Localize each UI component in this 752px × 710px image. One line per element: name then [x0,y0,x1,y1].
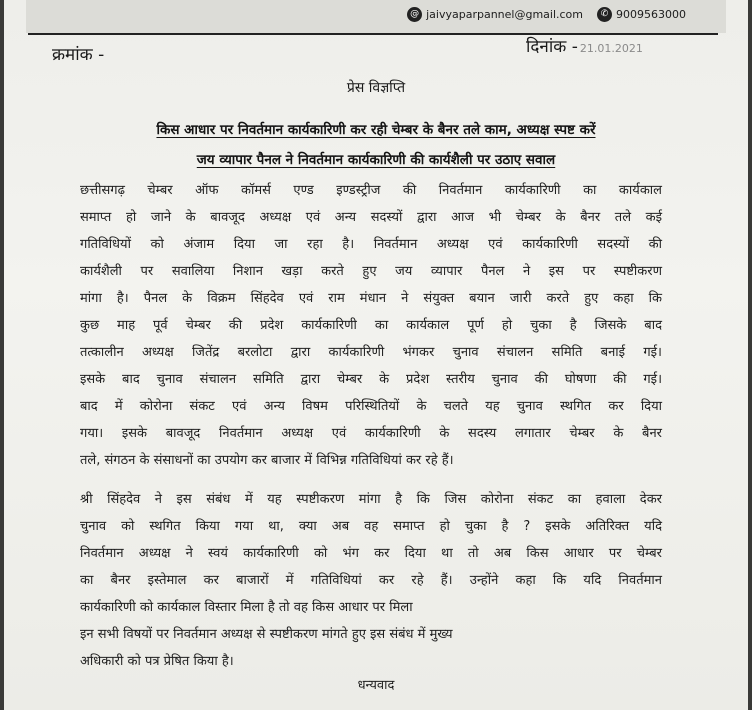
paragraph1-line: गतिविधियों को अंजाम दिया जा रहा है। निवर्तमान अध्यक्ष एवं कार्यकारिणी सदस्यों की [80,237,662,252]
paragraph1-line: कुछ माह पूर्व चेम्बर की प्रदेश कार्यकारिणी का कार्यकाल पूर्ण हो चुका है जिसके बाद [80,318,662,333]
paragraph2-line: चुनाव को स्थगित किया गया था, क्या अब वह समाप्त हो चुका है ? इसके अतिरिक्त यदि [80,519,662,534]
paragraph2-line: इन सभी विषयों पर निवर्तमान अध्यक्ष से स्पष्टीकरण मांगते हुए इस संबंध में मुख्य [80,627,453,642]
closing-thanks: धन्यवाद [357,678,395,693]
headline-line: किस आधार पर निवर्तमान कार्यकारिणी कर रही चेम्बर के बैनर तले काम, अध्यक्ष स्पष्ट करें [156,122,596,138]
paragraph1-line: तले, संगठन के संसाधनों का उपयोग कर बाजार में विभिन्न गतिविधियां कर रहे हैं। [80,453,454,468]
press-release-page [4,0,748,710]
reference-number-label: क्रमांक - [52,45,105,65]
date-label: दिनांक - [526,37,578,57]
phone-number: 9009563000 [616,7,686,21]
paragraph2-line: निवर्तमान अध्यक्ष ने स्वयं कार्यकारिणी को भंग कर दिया था तो अब किस आधार पर चेम्बर [80,546,662,561]
paragraph2-line: श्री सिंहदेव ने इस संबंध में यह स्पष्टीकरण मांगा है कि जिस कोरोना संकट का हवाला देकर [80,492,662,507]
paragraph2-line: अधिकारी को पत्र प्रेषित किया है। [80,654,234,669]
date-field [526,34,643,57]
paragraph1-line: कार्यशैली पर सवालिया निशान खड़ा करते हुए जय व्यापार पैनल ने इस पर स्पष्टीकरण [80,264,662,279]
paragraph2-line: कार्यकारिणी को कार्यकाल विस्तार मिला है तो वह किस आधार पर मिला [80,600,413,615]
email-icon: @ [407,7,422,22]
paragraph1-line: मांगा है। पैनल के विक्रम सिंहदेव एवं राम मंधान ने संयुक्त बयान जारी करते हुए कहा कि [80,291,662,306]
paragraph1-line: गया। इसके बावजूद निवर्तमान अध्यक्ष एवं कार्यकारिणी के सदस्य लगातार चेम्बर के बैनर [80,426,662,441]
date-value: 21.01.2021 [579,42,643,55]
contact-line [407,4,686,24]
paragraph1-line: इसके बाद चुनाव संचालन समिति द्वारा चेम्बर के प्रदेश स्तरीय चुनाव की घोषणा की गई। [80,372,662,387]
paragraph1-line: तत्कालीन अध्यक्ष जितेंद्र बरलोटा द्वारा कार्यकारिणी भंगकर चुनाव संचालन समिति बनाई गई। [80,345,662,360]
phone-icon: ✆ [597,7,612,22]
paragraph1-line: छत्तीसगढ़ चेम्बर ऑफ कॉमर्स एण्ड इण्डस्ट्रीज की निवर्तमान कार्यकारिणी का कार्यकाल [80,183,662,198]
letterhead-band [26,0,726,33]
paragraph2-line: का बैनर इस्तेमाल कर बाजारों में गतिविधियां कर रहे हैं। उन्होंने कहा कि यदि निवर्तमान [80,573,662,588]
email-address: jaivyaparpannel@gmail.com [426,7,583,21]
paragraph1-line: समाप्त हो जाने के बावजूद अध्यक्ष एवं अन्य सदस्यों द्वारा आज भी चेम्बर के बैनर तले कई [80,210,662,225]
document-heading: प्रेस विज्ञप्ति [346,80,406,96]
paragraph1-line: बाद में कोरोना संकट एवं अन्य विषम परिस्थितियों के चलते यह चुनाव स्थगित कर दिया [80,399,662,414]
subheadline-line: जय व्यापार पैनल ने निवर्तमान कार्यकारिणी की कार्यशैली पर उठाए सवाल [196,152,556,168]
